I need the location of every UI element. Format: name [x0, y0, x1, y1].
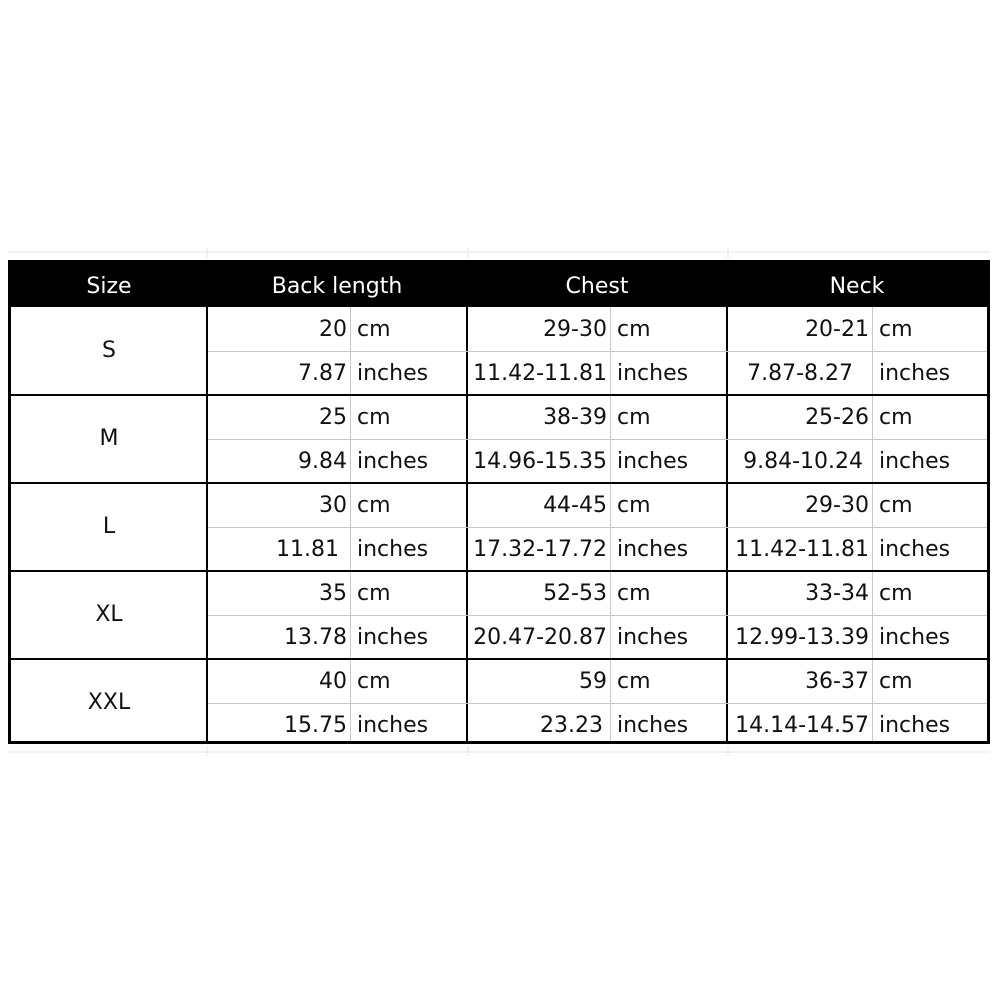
neck-unit: cm — [879, 317, 913, 342]
chest-unit: inches — [617, 449, 689, 474]
neck-unit: cm — [879, 493, 913, 518]
chest-unit: inches — [617, 537, 689, 562]
header-neck: Neck — [829, 274, 885, 299]
chest-unit: cm — [617, 317, 651, 342]
chest-unit: inches — [617, 625, 689, 650]
back-length-unit: cm — [357, 493, 391, 518]
chest-value: 38-39 — [543, 405, 607, 430]
neck-value: 25-26 — [805, 405, 869, 430]
back-length-unit: cm — [357, 405, 391, 430]
neck-value: 33-34 — [805, 581, 869, 606]
header-row — [11, 263, 987, 307]
neck-value: 11.42-11.81 — [735, 537, 869, 562]
unit-divider — [872, 307, 873, 741]
chest-value: 44-45 — [543, 493, 607, 518]
size-cell-m: M — [99, 426, 119, 451]
chest-unit: cm — [617, 405, 651, 430]
back-length-unit: cm — [357, 317, 391, 342]
header-size: Size — [86, 274, 132, 299]
back-length-value: 25 — [319, 405, 347, 430]
neck-unit: cm — [879, 405, 913, 430]
size-cell-xxl: XXL — [87, 690, 131, 715]
back-length-value: 30 — [319, 493, 347, 518]
back-length-value: 15.75 — [284, 713, 347, 738]
chest-unit: cm — [617, 669, 651, 694]
back-length-unit: inches — [357, 537, 429, 562]
back-length-value: 35 — [319, 581, 347, 606]
back-length-value: 7.87 — [298, 361, 347, 386]
header-back-length: Back length — [271, 274, 403, 299]
back-length-unit: cm — [357, 669, 391, 694]
neck-unit: cm — [879, 581, 913, 606]
neck-unit: inches — [879, 449, 951, 474]
back-length-value: 11.81 — [276, 537, 339, 562]
chest-value: 52-53 — [543, 581, 607, 606]
neck-value: 29-30 — [805, 493, 869, 518]
back-length-value: 9.84 — [298, 449, 347, 474]
back-length-value: 40 — [319, 669, 347, 694]
chest-value: 59 — [579, 669, 607, 694]
unit-divider — [350, 307, 351, 741]
size-cell-s: S — [102, 338, 116, 363]
size-cell-l: L — [102, 514, 116, 539]
chest-value: 23.23 — [540, 713, 603, 738]
neck-unit: inches — [879, 537, 951, 562]
chest-value: 20.47-20.87 — [473, 625, 607, 650]
chest-value: 17.32-17.72 — [473, 537, 607, 562]
neck-value: 9.84-10.24 — [743, 449, 863, 474]
neck-unit: cm — [879, 669, 913, 694]
back-length-unit: inches — [357, 625, 429, 650]
back-length-unit: inches — [357, 449, 429, 474]
back-length-value: 13.78 — [284, 625, 347, 650]
neck-value: 20-21 — [805, 317, 869, 342]
chest-unit: cm — [617, 581, 651, 606]
size-cell-xl: XL — [95, 602, 123, 627]
neck-unit: inches — [879, 361, 951, 386]
unit-divider — [610, 307, 611, 741]
back-length-unit: inches — [357, 713, 429, 738]
back-length-unit: cm — [357, 581, 391, 606]
neck-unit: inches — [879, 713, 951, 738]
chest-value: 14.96-15.35 — [473, 449, 607, 474]
neck-value: 7.87-8.27 — [747, 361, 853, 386]
chest-value: 11.42-11.81 — [473, 361, 607, 386]
chest-value: 29-30 — [543, 317, 607, 342]
chest-unit: inches — [617, 361, 689, 386]
size-chart-table — [8, 260, 990, 744]
neck-value: 36-37 — [805, 669, 869, 694]
neck-unit: inches — [879, 625, 951, 650]
neck-value: 14.14-14.57 — [735, 713, 869, 738]
neck-value: 12.99-13.39 — [735, 625, 869, 650]
back-length-value: 20 — [319, 317, 347, 342]
back-length-unit: inches — [357, 361, 429, 386]
header-chest: Chest — [565, 274, 629, 299]
chest-unit: inches — [617, 713, 689, 738]
chest-unit: cm — [617, 493, 651, 518]
